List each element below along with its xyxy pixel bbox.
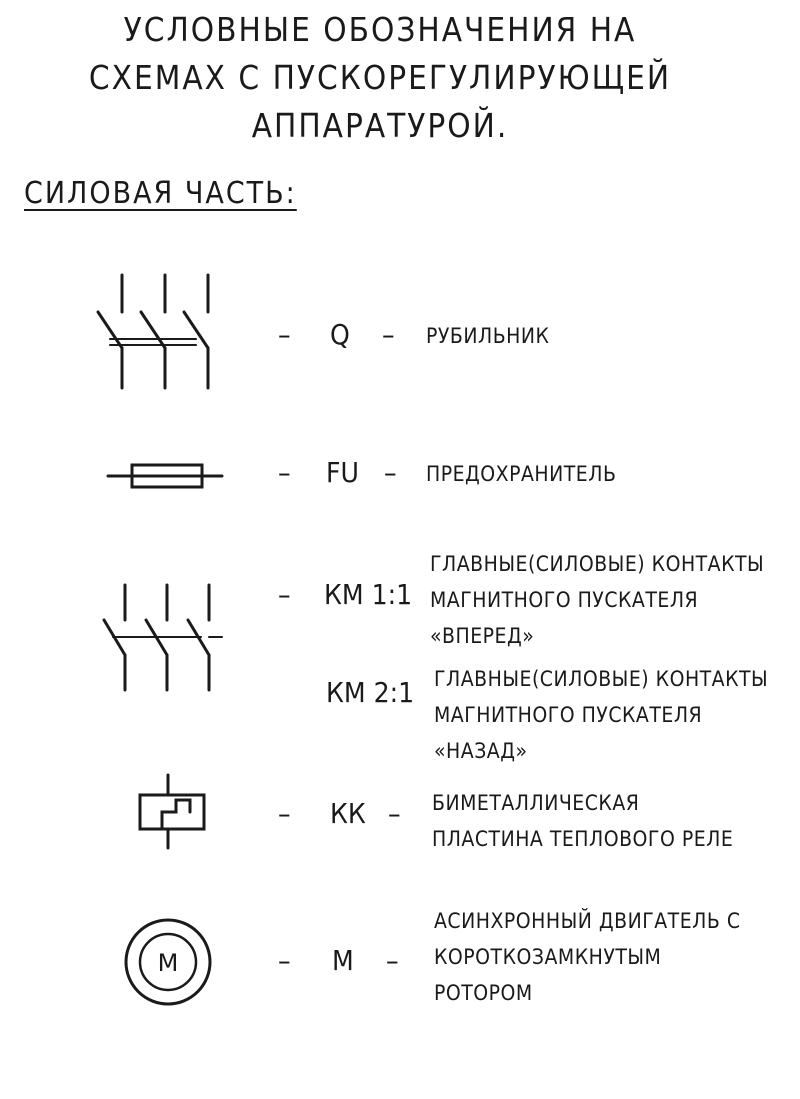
title-line-1: УСЛОВНЫЕ ОБОЗНАЧЕНИЯ НА: [123, 10, 637, 49]
motor-label: М: [157, 949, 179, 977]
code-fu: FU: [326, 456, 359, 489]
code-km-2-1: КМ 2:1: [326, 676, 415, 709]
dash: –: [278, 797, 291, 830]
section-title: СИЛОВАЯ ЧАСТЬ:: [24, 176, 297, 211]
three-pole-switch-icon: [98, 275, 208, 388]
description-q: РУБИЛЬНИК: [426, 324, 550, 348]
code-q: Q: [330, 318, 350, 351]
description-m: АСИНХРОННЫЙ ДВИГАТЕЛЬ С КОРОТКОЗАМКНУТЫМ РОТОРОМ: [434, 909, 741, 1005]
dash: –: [278, 456, 291, 489]
contactor-contacts-icon: [104, 585, 222, 690]
code-kk: КК: [330, 797, 366, 830]
dash: –: [386, 944, 399, 977]
description-fu: ПРЕДОХРАНИТЕЛЬ: [426, 462, 617, 486]
title-line-2: СХЕМАХ С ПУСКОРЕГУЛИРУЮЩЕЙ: [88, 58, 672, 97]
dash: –: [278, 318, 291, 351]
dash: –: [388, 797, 401, 830]
code-km-1-1: КМ 1:1: [324, 578, 413, 611]
title-line-3: АППАРАТУРОЙ.: [251, 106, 509, 145]
thermal-relay-icon: [140, 775, 204, 848]
motor-icon: [126, 920, 210, 1004]
description-kk: БИМЕТАЛЛИЧЕСКАЯ ПЛАСТИНА ТЕПЛОВОГО РЕЛЕ: [432, 791, 734, 851]
dash: –: [278, 578, 291, 611]
description-km-1-1: ГЛАВНЫЕ(СИЛОВЫЕ) КОНТАКТЫ МАГНИТНОГО ПУСКАТЕЛЯ «ВПЕРЕД»: [430, 552, 765, 648]
dash: –: [278, 944, 291, 977]
description-km-2-1: ГЛАВНЫЕ(СИЛОВЫЕ) КОНТАКТЫ МАГНИТНОГО ПУСКАТЕЛЯ «НАЗАД»: [434, 667, 769, 763]
dash: –: [382, 318, 395, 351]
code-m: М: [332, 944, 354, 977]
dash: –: [384, 456, 397, 489]
fuse-icon: [108, 465, 222, 487]
